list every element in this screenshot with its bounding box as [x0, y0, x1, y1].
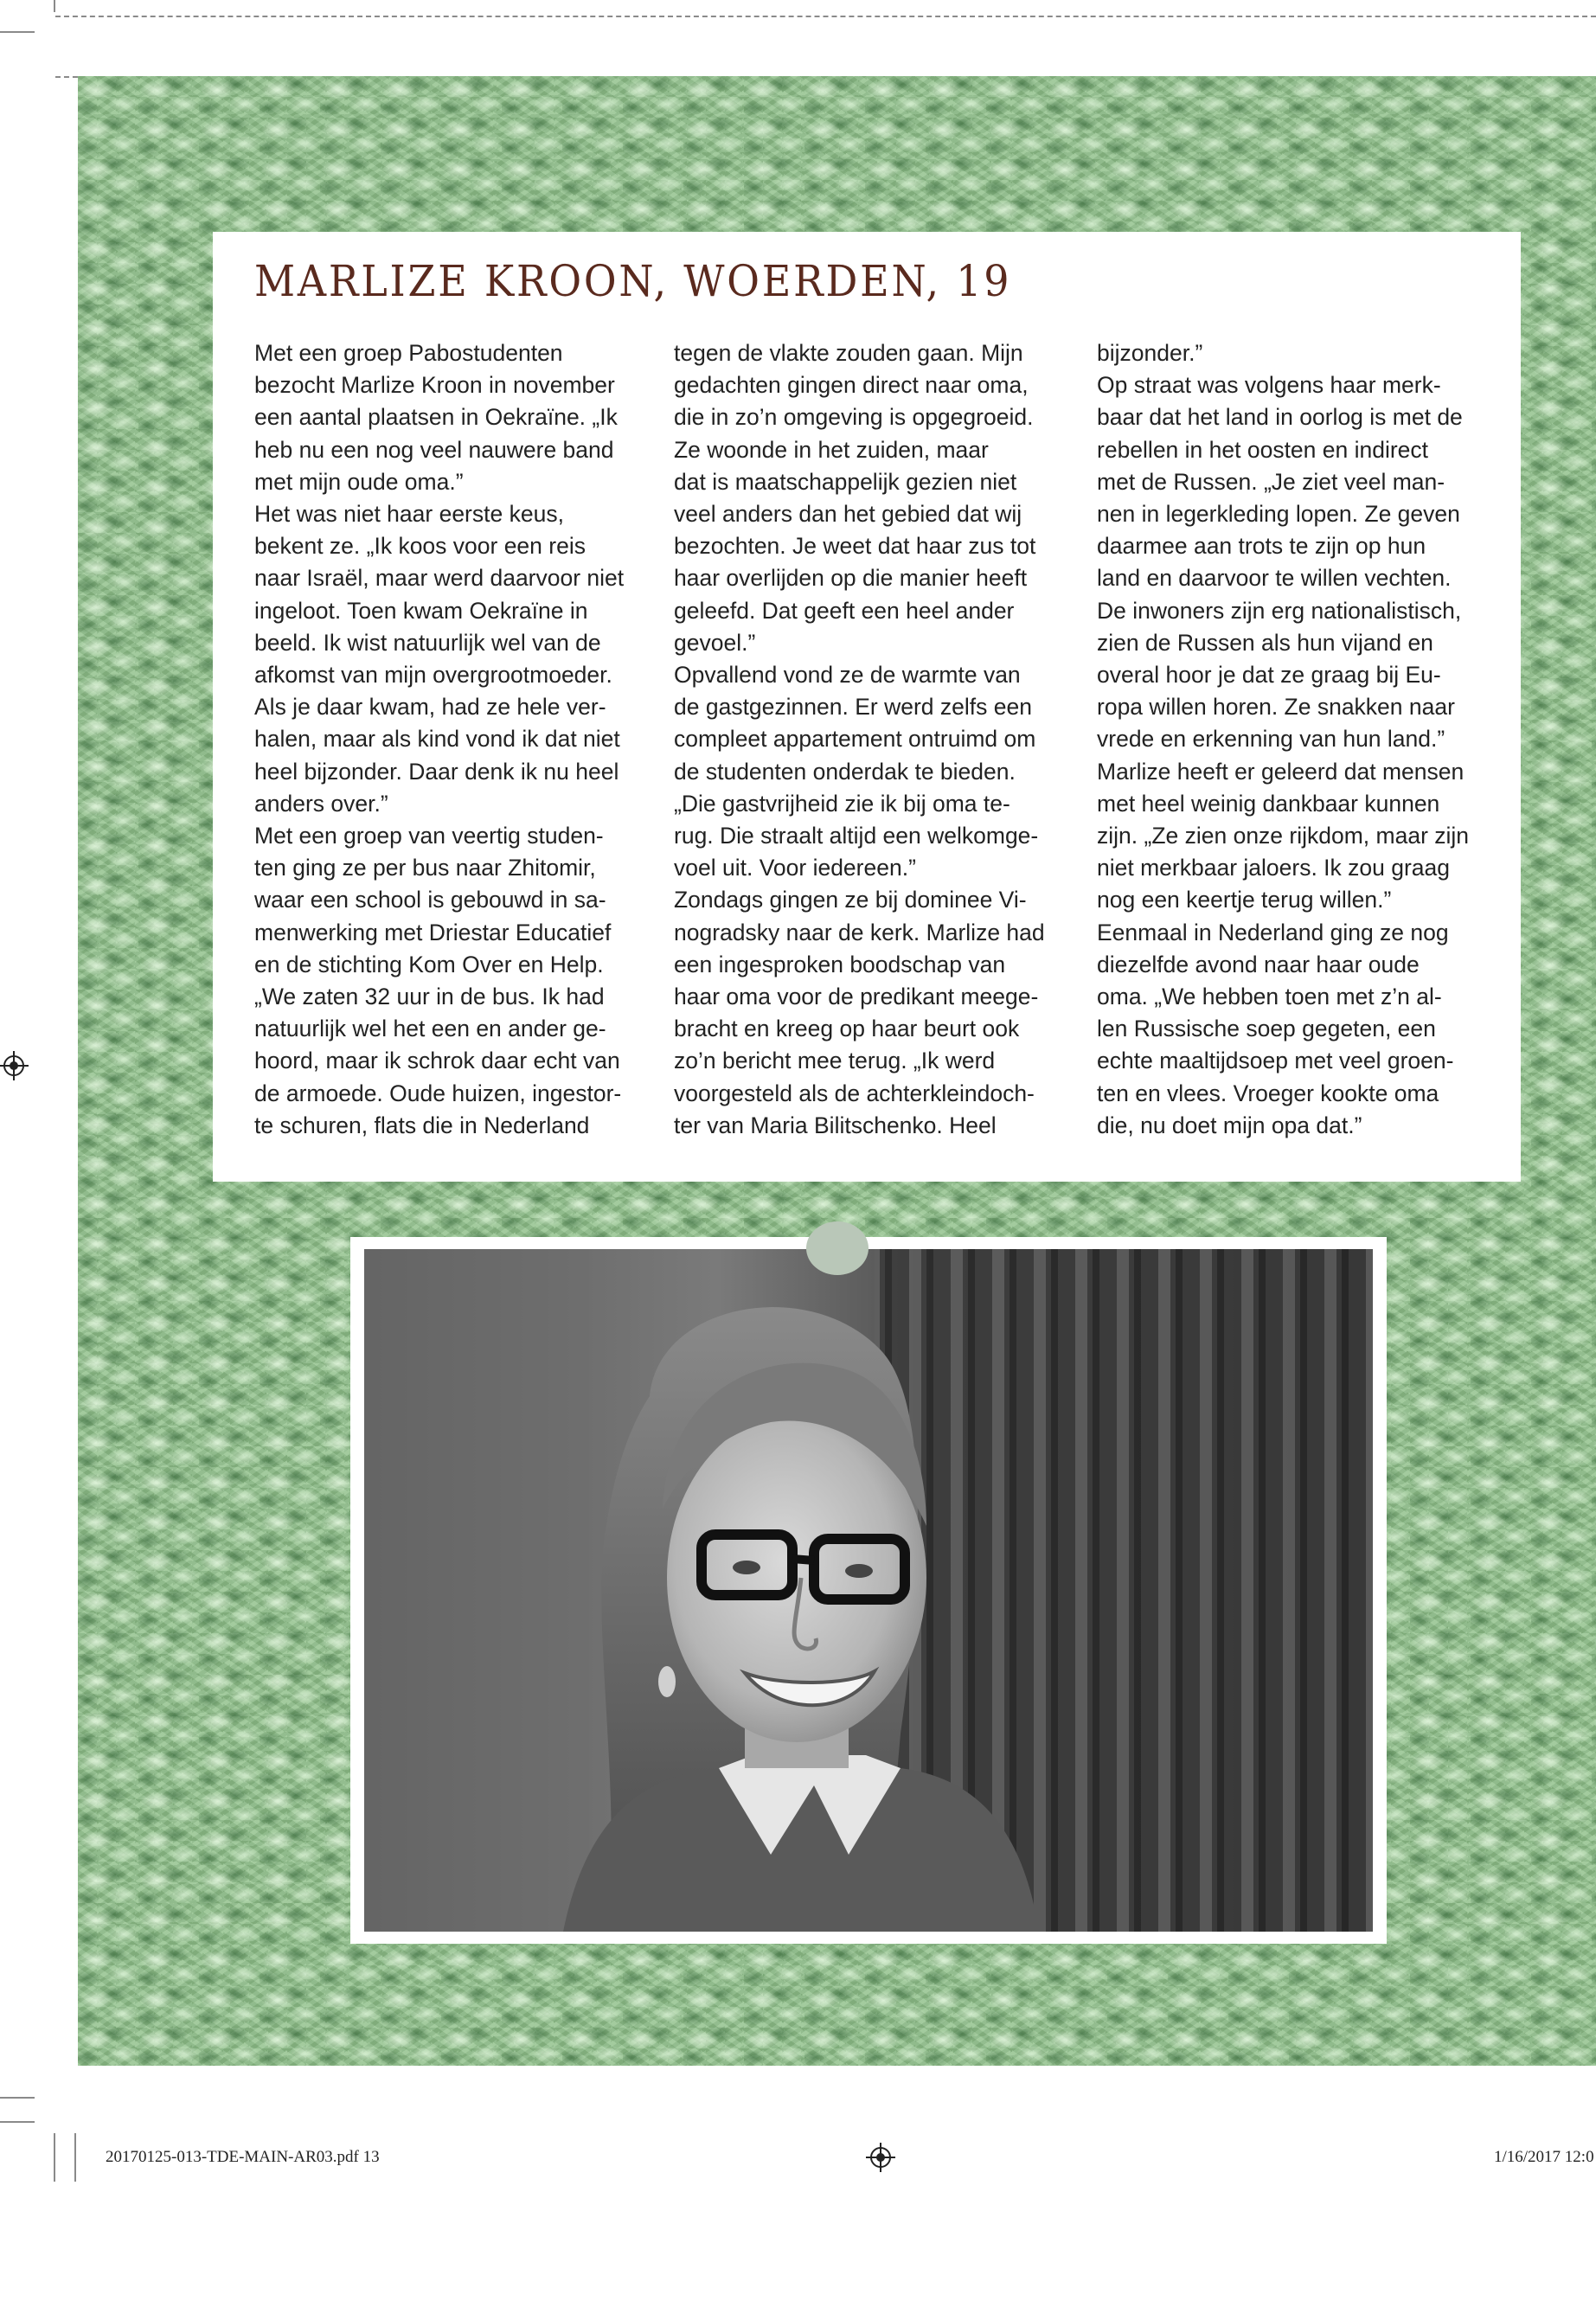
article-text-line: naar Israël, maar werd daarvoor niet: [254, 565, 625, 592]
article-text-line: Op straat was volgens haar merk-: [1097, 372, 1441, 399]
crop-mark: [0, 31, 35, 33]
article-text-line: ter van Maria Bilitschenko. Heel: [674, 1112, 997, 1138]
article-headline: MARLIZE KROON, WOERDEN, 19: [254, 256, 1012, 306]
article-text-line: die in zo’n omgeving is opgegroeid.: [674, 404, 1034, 431]
article-text-line: baar dat het land in oorlog is met de: [1097, 404, 1463, 431]
article-text-line: dat is maatschappelijk gezien niet: [674, 468, 1017, 495]
article-text-line: zijn. „Ze zien onze rijkdom, maar zijn: [1097, 823, 1470, 849]
crop-mark: [54, 0, 55, 12]
article-text-line: „We zaten 32 uur in de bus. Ik had: [254, 984, 605, 1010]
article-text-line: daarmee aan trots te zijn op hun: [1097, 533, 1426, 560]
article-text-line: oma. „We hebben toen met z’n al-: [1097, 984, 1442, 1010]
registration-mark-icon: [0, 1050, 29, 1081]
print-slug-date: 1/16/2017 12:0: [1494, 2148, 1594, 2166]
article-text-line: overal hoor je dat ze graag bij Eu-: [1097, 662, 1441, 689]
article-text-line: de studenten onderdak te bieden.: [674, 758, 1016, 785]
article-panel: [213, 232, 1521, 1182]
print-slug-filename: 20170125-013-TDE-MAIN-AR03.pdf 13: [106, 2148, 380, 2166]
article-text-line: menwerking met Driestar Educatief: [254, 919, 612, 945]
article-text-line: nen in legerkleding lopen. Ze geven: [1097, 501, 1460, 528]
article-text-line: rebellen in het oosten en indirect: [1097, 436, 1429, 463]
article-text-line: zien de Russen als hun vijand en: [1097, 629, 1433, 656]
article-text-line: echte maaltijdsoep met veel groen-: [1097, 1048, 1454, 1074]
article-text-line: bezocht Marlize Kroon in november: [254, 372, 615, 399]
article-text-line: bezochten. Je weet dat haar zus tot: [674, 533, 1036, 560]
article-column-2: [674, 337, 1054, 1142]
article-text-line: gevoel.”: [674, 629, 756, 656]
article-text-line: hoord, maar ik schrok daar echt van: [254, 1048, 620, 1074]
article-text-line: geleefd. Dat geeft een heel ander: [674, 597, 1015, 624]
article-text-line: een ingesproken boodschap van: [674, 951, 1006, 977]
article-text-line: land en daarvoor te willen vechten.: [1097, 565, 1452, 592]
article-text-line: voorgesteld als de achterkleindoch-: [674, 1080, 1035, 1106]
article-text-line: de gastgezinnen. Er werd zelfs een: [674, 694, 1032, 721]
article-text-line: veel anders dan het gebied dat wij: [674, 501, 1022, 528]
article-column-3: [1097, 337, 1477, 1142]
article-text-line: Het was niet haar eerste keus,: [254, 501, 564, 528]
portrait-photo-frame: [350, 1237, 1387, 1944]
article-text-line: een aantal plaatsen in Oekraïne. „Ik: [254, 404, 618, 431]
decorative-circle: [806, 1221, 869, 1275]
article-text-line: nogradsky naar de kerk. Marlize had: [674, 919, 1045, 945]
article-text-line: Marlize heeft er geleerd dat mensen: [1097, 758, 1465, 785]
article-text-line: beeld. Ik wist natuurlijk wel van de: [254, 629, 601, 656]
article-text-line: waar een school is gebouwd in sa-: [254, 887, 606, 913]
registration-mark-icon: [865, 2142, 896, 2173]
article-text-line: De inwoners zijn erg nationalistisch,: [1097, 597, 1462, 624]
article-text-line: anders over.”: [254, 790, 388, 817]
article-text-line: Als je daar kwam, had ze hele ver-: [254, 694, 606, 721]
article-text-line: met de Russen. „Je ziet veel man-: [1097, 468, 1445, 495]
crop-mark: [0, 2121, 35, 2123]
article-text-line: heb nu een nog veel nauwere band: [254, 436, 614, 463]
article-text-line: ten ging ze per bus naar Zhitomir,: [254, 855, 596, 881]
article-text-line: te schuren, flats die in Nederland: [254, 1112, 590, 1138]
crop-mark: [0, 2097, 35, 2099]
article-text-line: Opvallend vond ze de warmte van: [674, 662, 1021, 689]
article-text-line: gedachten gingen direct naar oma,: [674, 372, 1029, 399]
article-text-line: afkomst van mijn overgrootmoeder.: [254, 662, 612, 689]
article-text-line: ropa willen horen. Ze snakken naar: [1097, 694, 1455, 721]
article-text-line: haar oma voor de predikant meege-: [674, 984, 1039, 1010]
article-text-line: de armoede. Oude huizen, ingestor-: [254, 1080, 622, 1106]
article-text-line: die, nu doet mijn opa dat.”: [1097, 1112, 1362, 1138]
article-text-line: Ze woonde in het zuiden, maar: [674, 436, 989, 463]
crop-mark: [74, 2133, 76, 2182]
article-text-line: vrede en erkenning van hun land.”: [1097, 726, 1445, 753]
article-text-line: ten en vlees. Vroeger kookte oma: [1097, 1080, 1439, 1106]
article-text-line: len Russische soep gegeten, een: [1097, 1016, 1436, 1042]
article-text-line: bekent ze. „Ik koos voor een reis: [254, 533, 586, 560]
article-text-line: niet merkbaar jaloers. Ik zou graag: [1097, 855, 1451, 881]
article-text-line: haar overlijden op die manier heeft: [674, 565, 1028, 592]
article-text-line: bijzonder.”: [1097, 340, 1203, 366]
article-text-line: tegen de vlakte zouden gaan. Mijn: [674, 340, 1023, 366]
crop-guide-top: [55, 16, 1596, 17]
article-text-line: diezelfde avond naar haar oude: [1097, 951, 1420, 977]
portrait-illustration: [364, 1249, 1373, 1932]
article-text-line: bracht en kreeg op haar beurt ook: [674, 1016, 1020, 1042]
portrait-photo: [364, 1249, 1373, 1932]
article-text-line: Zondags gingen ze bij dominee Vi-: [674, 887, 1027, 913]
article-text-line: natuurlijk wel het een en ander ge-: [254, 1016, 606, 1042]
article-text-line: met mijn oude oma.”: [254, 468, 464, 495]
article-text-line: nog een keertje terug willen.”: [1097, 887, 1392, 913]
article-text-line: ingeloot. Toen kwam Oekraïne in: [254, 597, 588, 624]
article-text-line: Met een groep Pabostudenten: [254, 340, 563, 366]
article-text-line: „Die gastvrijheid zie ik bij oma te-: [674, 790, 1010, 817]
article-text-line: voel uit. Voor iedereen.”: [674, 855, 916, 881]
article-text-line: en de stichting Kom Over en Help.: [254, 951, 604, 977]
article-text-line: heel bijzonder. Daar denk ik nu heel: [254, 758, 619, 785]
crop-mark: [54, 2133, 55, 2182]
article-text-line: Met een groep van veertig studen-: [254, 823, 604, 849]
article-text-line: met heel weinig dankbaar kunnen: [1097, 790, 1440, 817]
article-text-line: zo’n bericht mee terug. „Ik werd: [674, 1048, 996, 1074]
article-text-line: compleet appartement ontruimd om: [674, 726, 1036, 753]
article-text-line: halen, maar als kind vond ik dat niet: [254, 726, 620, 753]
article-text-line: Eenmaal in Nederland ging ze nog: [1097, 919, 1449, 945]
article-column-1: [254, 337, 635, 1142]
article-text-line: rug. Die straalt altijd een welkomge-: [674, 823, 1039, 849]
